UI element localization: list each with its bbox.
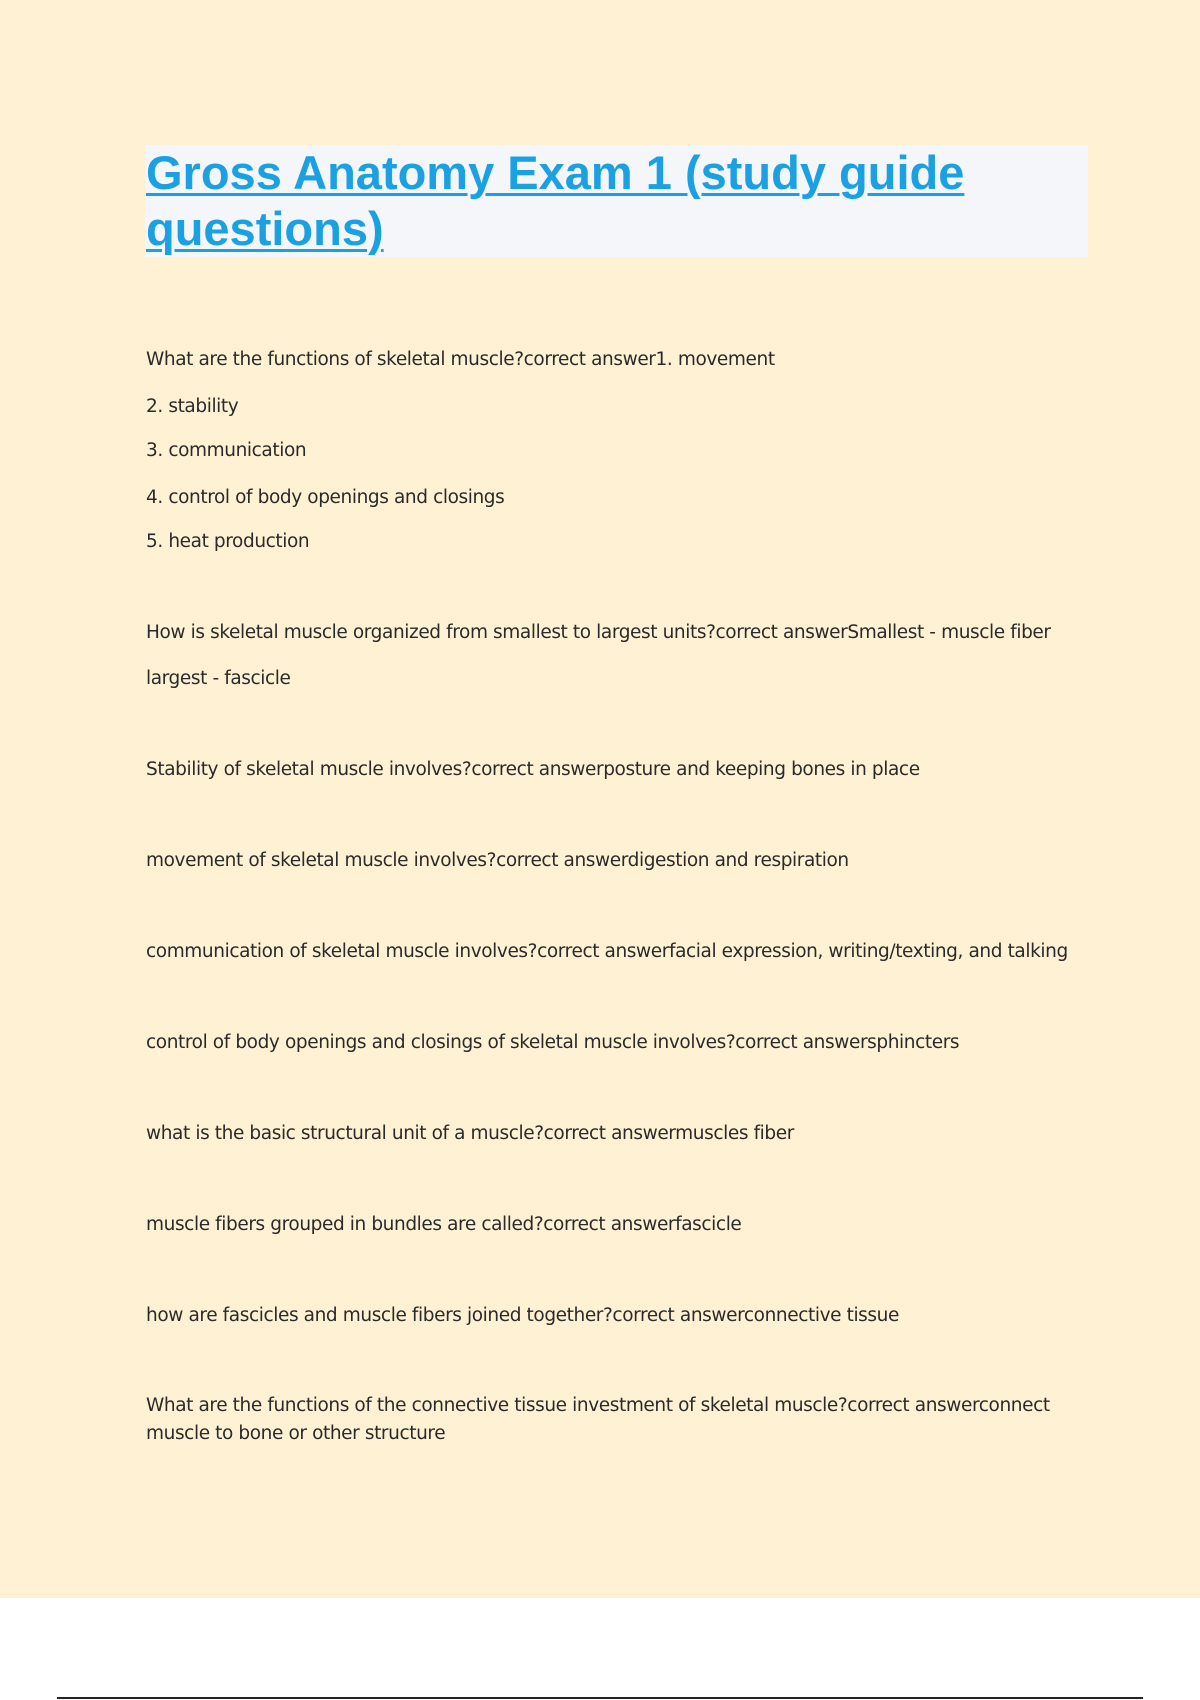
qa-entry-10: communication of skeletal muscle involves?correct answerfacial expression, writing/texting, and talking bbox=[146, 941, 1068, 962]
qa-entry-6: How is skeletal muscle organized from smallest to largest units?correct answerSmallest - muscle fiber bbox=[146, 622, 1051, 643]
footer-rule bbox=[57, 1697, 1143, 1699]
qa-entry-12: what is the basic structural unit of a muscle?correct answermuscles fiber bbox=[146, 1123, 794, 1144]
qa-entry-11: control of body openings and closings of skeletal muscle involves?correct answersphincters bbox=[146, 1032, 960, 1053]
qa-entry-2: 2. stability bbox=[146, 396, 239, 417]
qa-entry-15: What are the functions of the connective tissue investment of skeletal muscle?correct answerconnect muscle to bone or other structure bbox=[146, 1395, 1050, 1444]
qa-entry-1: What are the functions of skeletal muscle?correct answer1. movement bbox=[146, 349, 775, 370]
document-title[interactable]: Gross Anatomy Exam 1 (study guide questions) bbox=[146, 146, 965, 255]
qa-entry-4: 4. control of body openings and closings bbox=[146, 487, 505, 508]
qa-entry-3: 3. communication bbox=[146, 440, 307, 461]
qa-entry-14: how are fascicles and muscle fibers joined together?correct answerconnective tissue bbox=[146, 1305, 899, 1326]
qa-entry-8: Stability of skeletal muscle involves?correct answerposture and keeping bones in place bbox=[146, 759, 920, 780]
qa-entry-5: 5. heat production bbox=[146, 531, 310, 552]
qa-entry-9: movement of skeletal muscle involves?correct answerdigestion and respiration bbox=[146, 850, 849, 871]
qa-entry-13: muscle fibers grouped in bundles are called?correct answerfascicle bbox=[146, 1214, 742, 1235]
qa-entry-7: largest - fascicle bbox=[146, 668, 291, 689]
